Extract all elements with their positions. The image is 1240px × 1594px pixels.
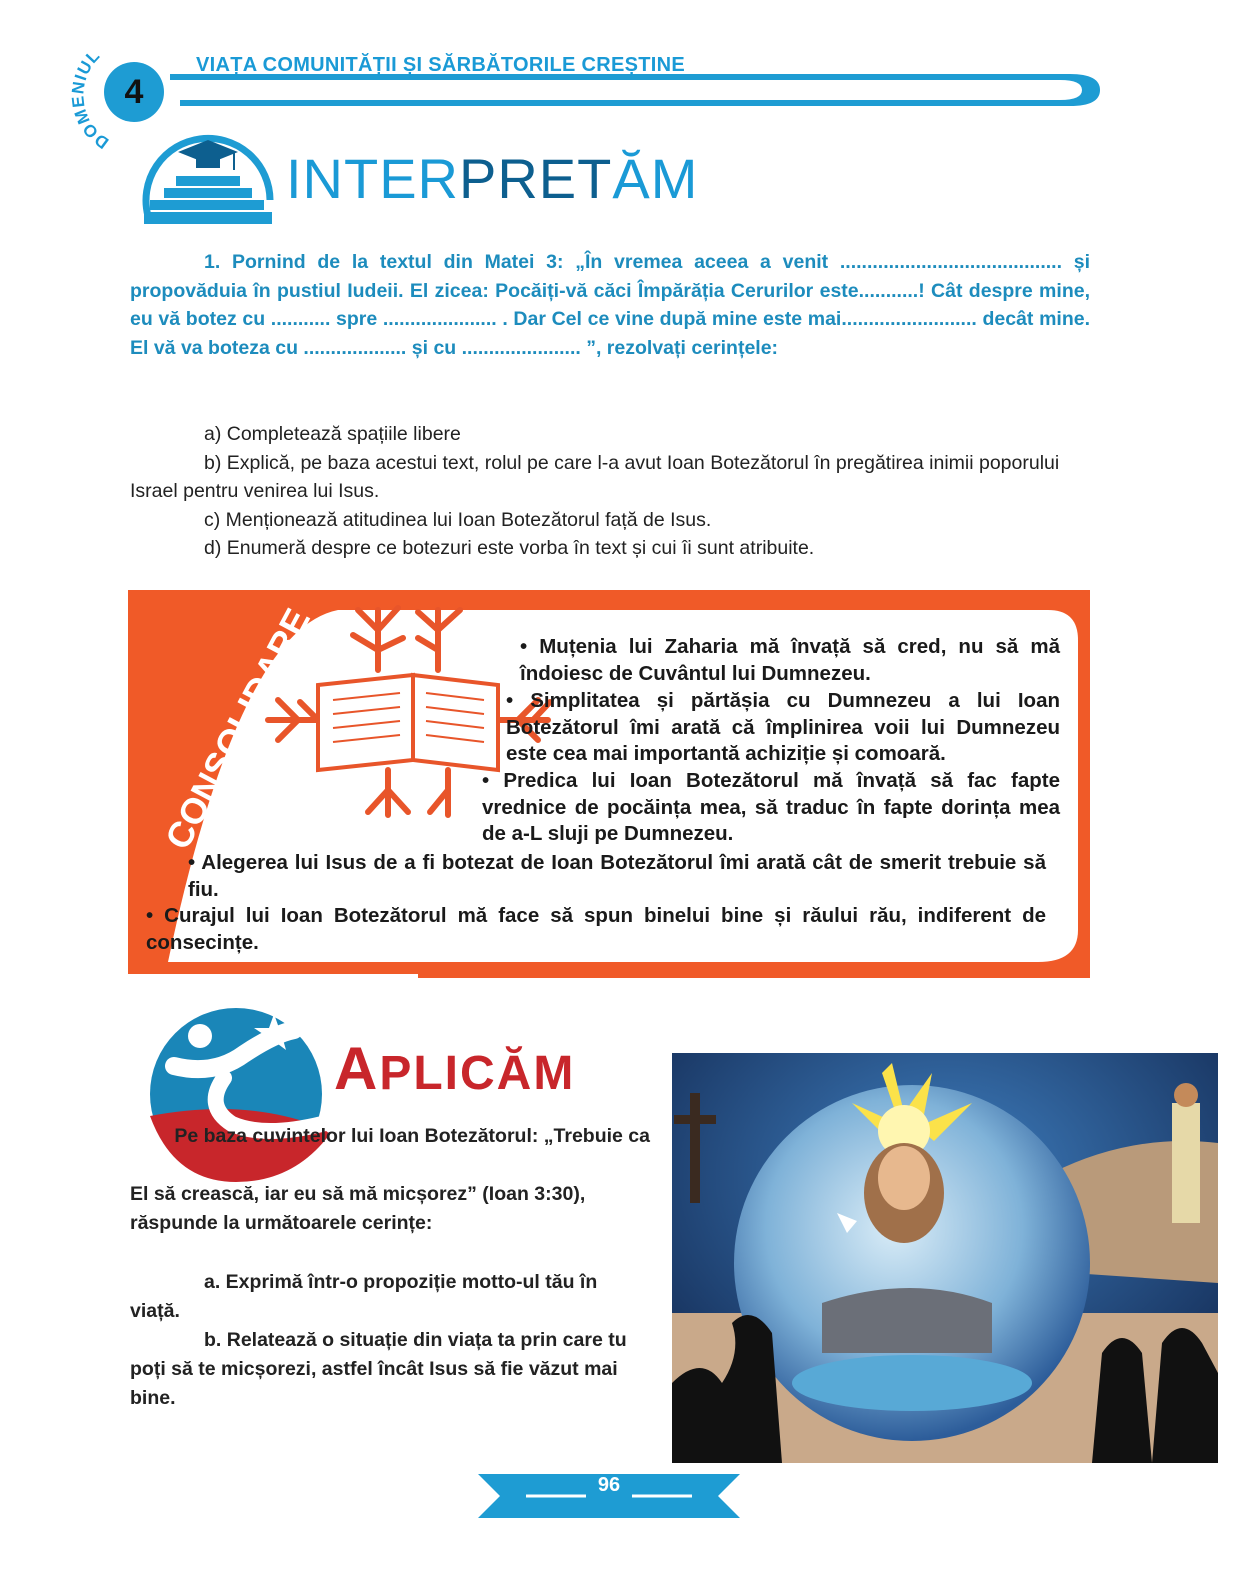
consolidare-bullet: • Curajul lui Ioan Botezătorul mă face să spun binelui bine și răului rău, indiferent de consecințe. [146, 904, 1046, 954]
task-text: d) Enumeră despre ce botezuri este vorba în text și cui îi sunt atribuite. [204, 537, 815, 559]
aplicam-tasks [130, 1268, 650, 1413]
chapter-title: VIAȚA COMUNITĂȚII ȘI SĂRBĂTORILE CREȘTINE [196, 54, 685, 76]
task-text: c) Menționează atitudinea lui Ioan Botezătorul față de Isus. [204, 508, 712, 531]
aplicam-intro-rest: El să crească, iar eu să mă micșorez” (Ioan 3:30), răspunde la următoarele cerințe: [130, 1183, 586, 1234]
task-list [130, 420, 1090, 563]
consolidare-label: CONSOLIDARE [156, 601, 318, 856]
section-title-aplicam [334, 1034, 575, 1103]
title-part: A [334, 1035, 380, 1102]
books-graduation-icon [138, 120, 278, 226]
task-text: a. Exprimă într-o propoziție motto-ul tău în viață. [130, 1271, 598, 1322]
task-item [130, 506, 1090, 535]
consolidare-bullet: • Simplitatea și părtășia cu Dumnezeu a lui Ioan Botezătorul îmi arată că împlinirea voii lui Dumnezeu este cea mai importantă achiziție și comoară. [506, 689, 1060, 765]
task-item [130, 449, 1090, 506]
consolidare-bullet: • Muțenia lui Zaharia mă învață să cred, nu să mă îndoiesc de Cuvântul lui Dumnezeu. [520, 635, 1060, 685]
title-part: PRET [459, 147, 613, 210]
task-text: a) Completează spațiile libere [204, 423, 461, 445]
title-part: INTER [286, 147, 459, 210]
page-number: 96 [597, 1474, 621, 1496]
domain-number-badge: 4 [104, 62, 164, 122]
aplicam-task [130, 1268, 650, 1326]
domain-label: DOMENIUL [68, 45, 113, 153]
task-text: b. Relatează o situație din viața ta prin care tu poți să te micșorezi, astfel încât Isus să fie văzut mai bine. [130, 1329, 627, 1409]
consolidare-bullet: • Predica lui Ioan Botezătorul mă învață să fac fapte vrednice de pocăința mea, să traduc în fapte dorința mea de a-L sluji pe Dumnezeu. [482, 769, 1060, 845]
aplicam-task [130, 1326, 650, 1413]
baptism-illustration [672, 1053, 1218, 1463]
task-item [130, 534, 1090, 563]
aplicam-logo-icon [144, 1006, 342, 1182]
section-title-interpretam [286, 146, 698, 211]
consolidare-bullet: • Alegerea lui Isus de a fi botezat de Ioan Botezătorul îmi arată cât de smerit trebuie să fiu. [188, 851, 1046, 901]
open-book-icon [318, 675, 498, 770]
task-item [130, 420, 1090, 449]
question-1 [130, 248, 1090, 362]
question-text: 1. Pornind de la textul din Matei 3: „În vremea aceea a venit ......................................... și propovăduia în pustiul Iudeii. El zicea: Pocăiți-vă căci Împărăția Cerurilor este...........! Cât despre mine, eu vă botez cu ........... spre ..................... . Dar Cel ce vine după mine este mai......................... decât mine. El vă va boteza cu ................... și cu ...................... ”, rezolvați cerințele: [130, 251, 1090, 359]
aplicam-intro-first: Pe baza cuvintelor lui Ioan Botezătorul: „Trebuie ca [174, 1125, 650, 1147]
title-part: PLICĂM [379, 1047, 576, 1100]
task-text: b) Explică, pe baza acestui text, rolul pe care l-a avut Ioan Botezătorul în pregătirea inimii poporului Israel pentru venirea lui Isus. [130, 451, 1060, 502]
title-part: ĂM [612, 147, 699, 210]
